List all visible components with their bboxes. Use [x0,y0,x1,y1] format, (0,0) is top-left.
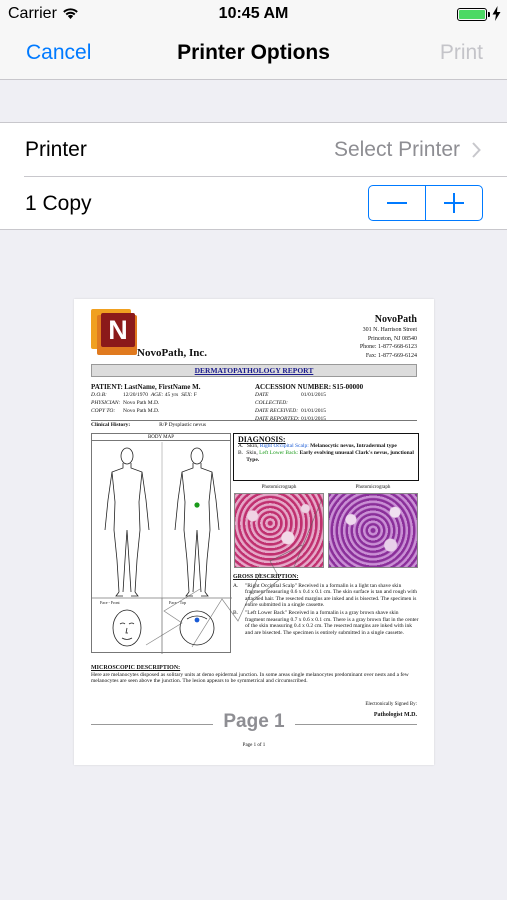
company-address: NovoPath 301 N. Harrison Street Princeton, NJ 08540 Phone: 1-877-668-6123 Fax: 1-877-669-6124 [359,314,417,359]
status-time: 10:45 AM [218,5,289,22]
photomicrograph-image [234,493,324,568]
printer-value: Select Printer [333,138,460,161]
plus-icon [444,193,464,213]
battery-tip [488,12,490,17]
divider [91,420,417,421]
patient-info: PATIENT: LastName, FirstName M. D.O.B: 12/20/1970 AGE: 45 yrs SEX: F PHYSICIAN: Novo Path M.D. COPY TO: Novo Path M.D. [91,383,201,414]
page-title: Printer Options [177,41,330,64]
print-preview-page[interactable] [74,299,434,765]
printer-options-group [0,122,507,230]
charging-icon [492,6,501,21]
microscopic-description: MICROSCOPIC DESCRIPTION: Here are melanocytes disposed as solitary units at demo epidermal junction. In some areas single melanocytes predominant over nests and a few melanocytes are seen above the junction. The lesion appears to be symmetrical and circumscribed. [91,665,409,685]
decrement-button[interactable] [369,186,425,220]
page-divider-right [295,724,417,725]
copies-label: 1 Copy [25,192,92,215]
signature-block: Electronically Signed By: Pathologist M.D. [365,702,417,718]
page-label: Page 1 [223,711,285,732]
body-map: BODY MAP Face - Front Face - Top [91,433,231,653]
battery-icon [457,8,487,21]
report-title: DERMATOPATHOLOGY REPORT [91,364,417,377]
print-button[interactable]: Print [439,41,483,64]
increment-button[interactable] [425,186,482,220]
chevron-right-icon [471,142,481,158]
company-name: NovoPath, Inc. [137,347,207,359]
clinical-history: Clinical History: R/P Dysplastic nevus [91,422,206,428]
page-number: Page 1 of 1 [242,743,266,748]
accession-info: ACCESSION NUMBER: S15-00000 DATE COLLECTED: 01/01/2015 DATE RECEIVED: 01/01/2015 DATE REPORTED: 01/01/2015 [255,383,364,422]
gross-description: GROSS DESCRIPTION: A. "Right Occipital Scalp" Received in a formalin is a light tan shave skin fragment measuring 0.6 x 0.4 x 0.1 cm. The skin surface is tan and rough with attached hair. The resected margins are inked and is bisected. The specimen is entire submitted in a single cassette. B. "Left Lower Back" Received in a formalin is a gray brown shave skin fragment measuring 0.7 x 0.6 x 0.1 cm. There is a gray brown flat in the center of the skin measuring 0.4 x 0.2 cm. The resected margins are inked with ink and are bisected. The specimen is entirely submitted in a single cassette. [233,574,419,636]
battery-level [459,10,485,19]
copies-row [0,177,507,231]
body-map-figures [92,442,232,654]
printer-row[interactable] [0,123,507,177]
carrier-label: Carrier [8,5,57,22]
minus-icon [387,202,407,204]
photomicrograph-image [328,493,418,568]
photomicrographs: Photomicrograph Photomicrograph [234,485,420,571]
company-logo: N [91,309,139,357]
cancel-button[interactable]: Cancel [26,41,92,64]
copies-stepper[interactable] [368,185,483,221]
status-bar [0,0,507,30]
printer-label: Printer [25,138,87,161]
navigation-bar [0,30,507,80]
page-divider-left [91,724,213,725]
diagnosis-box: DIAGNOSIS: A. Skin, Right Occipital Scalp: Melanocytic nevus, Intradermal type B. Skin, Left Lower Back: Early evolving unusual Clark's nevus, junctional Type. [233,433,419,481]
